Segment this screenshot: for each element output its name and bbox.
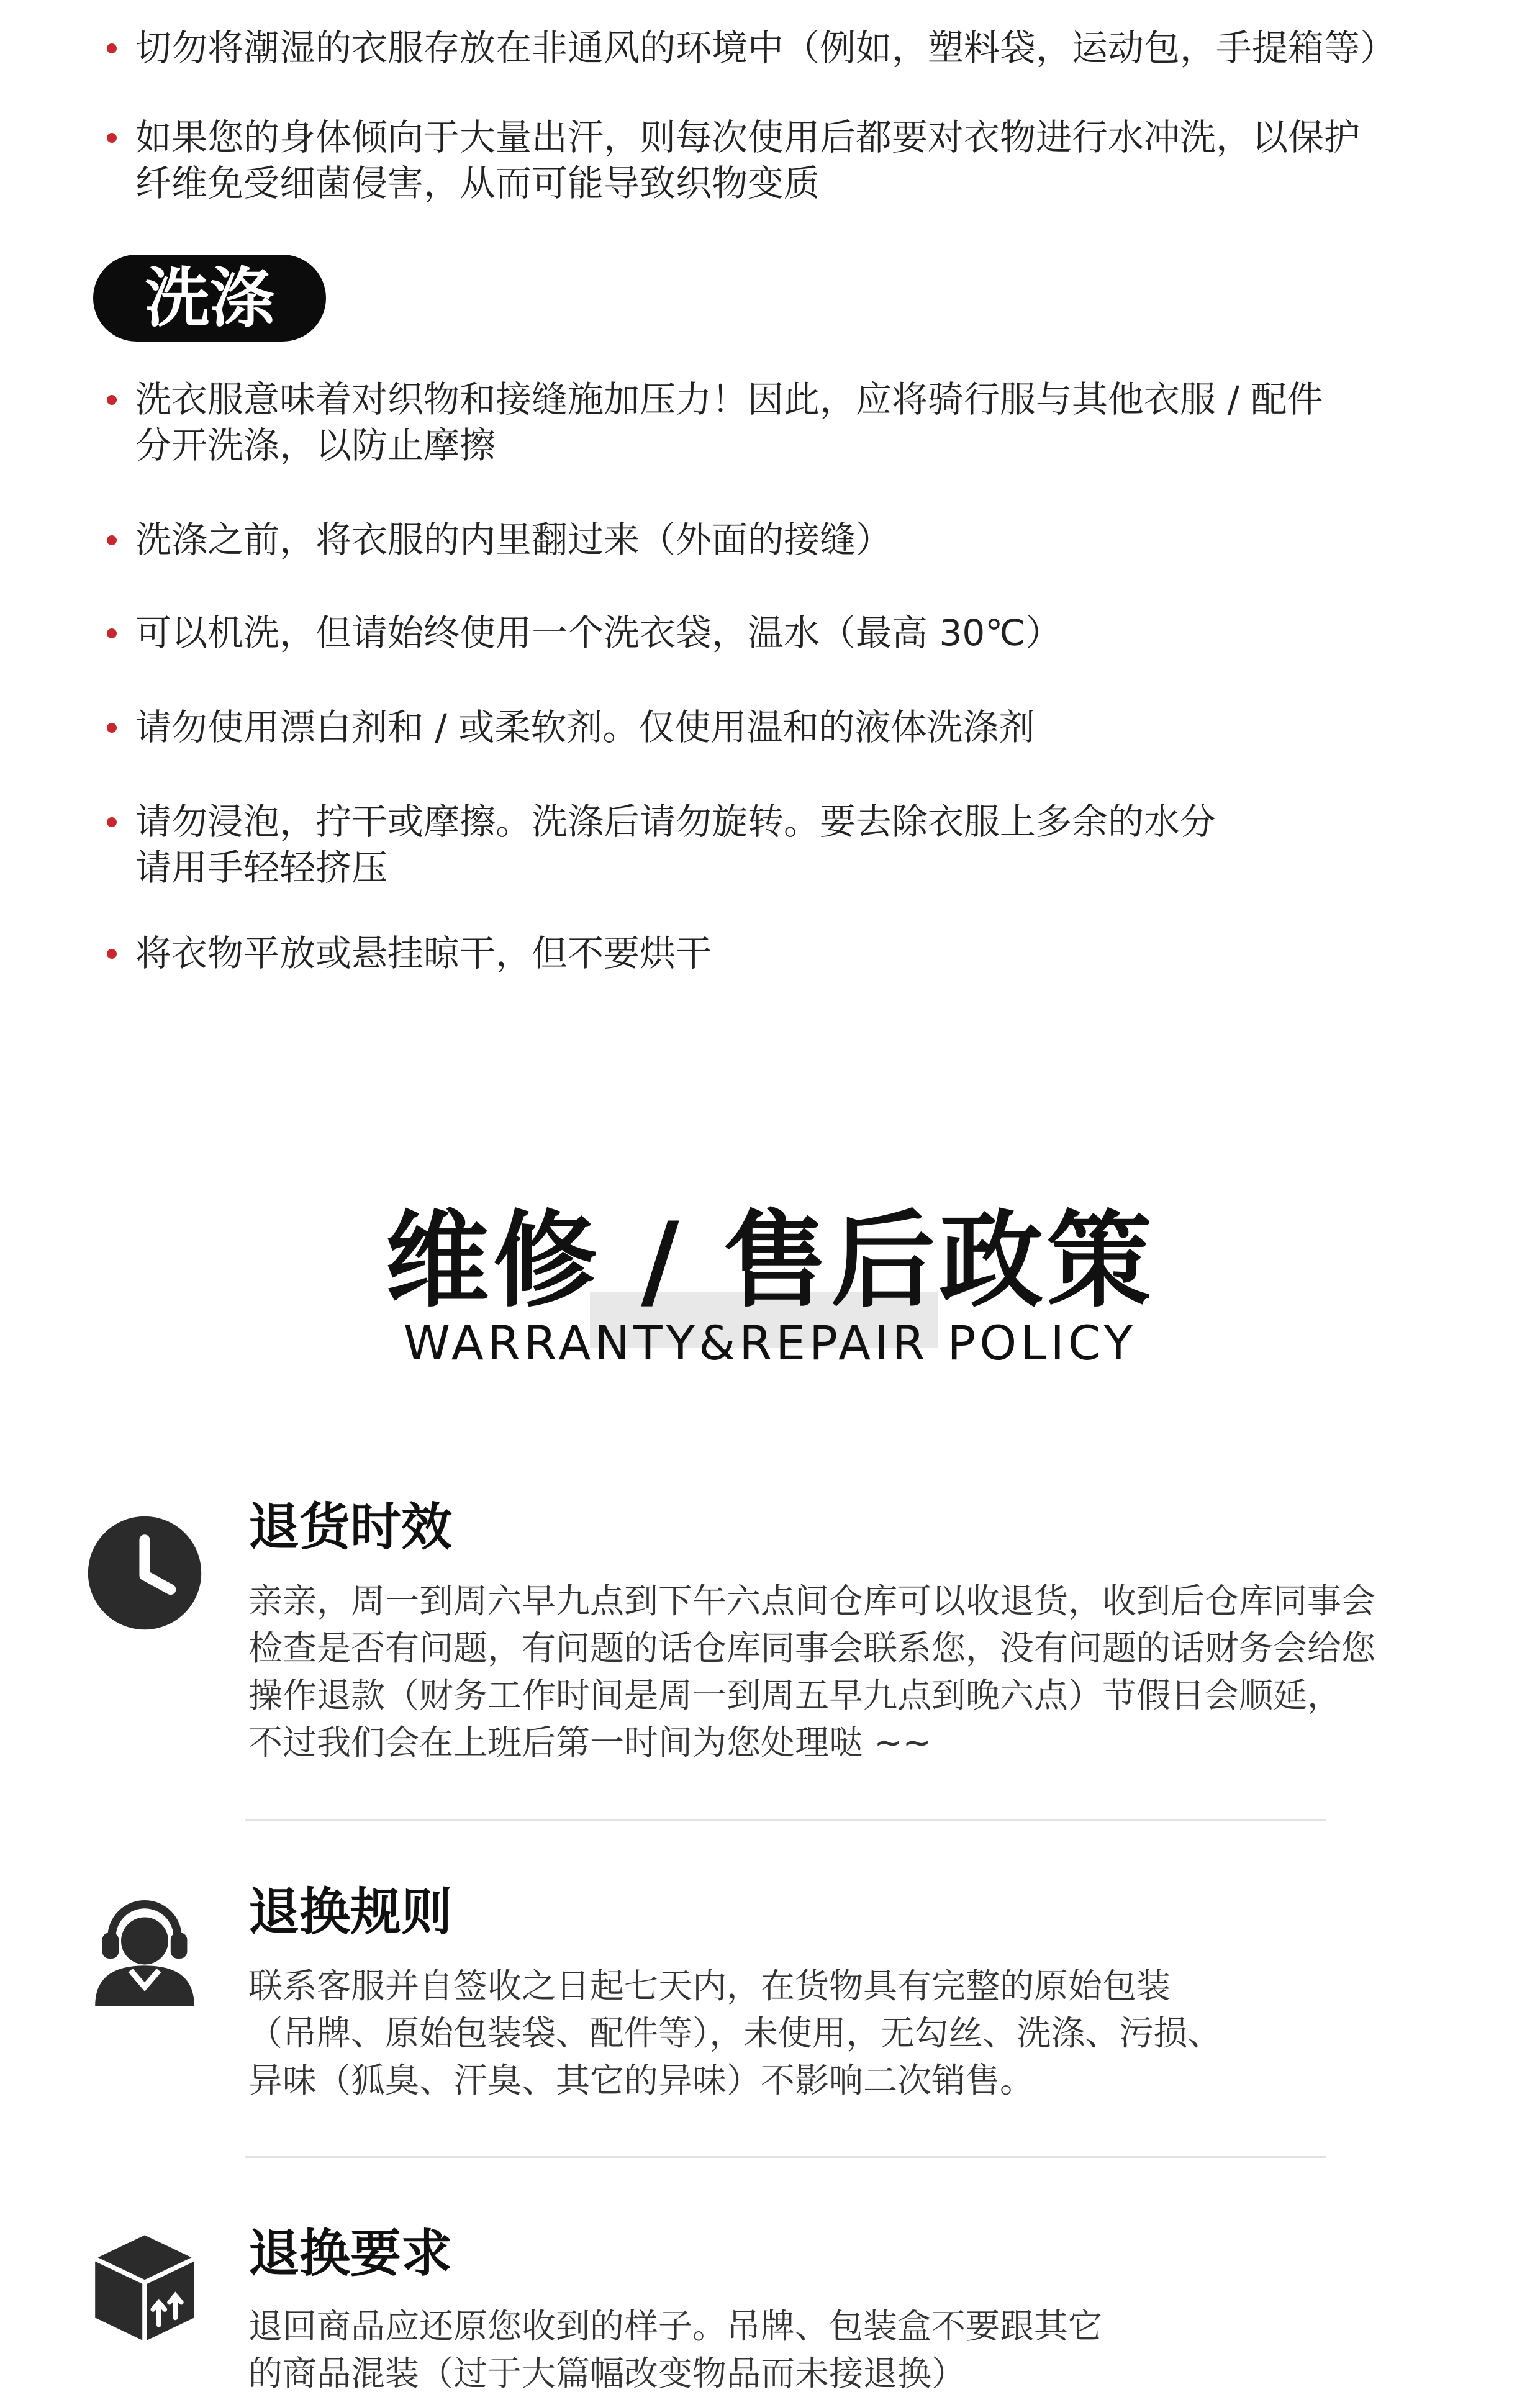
- washing-bullet-text: 请勿浸泡，拧干或摩擦。洗涤后请勿旋转。要去除衣服上多余的水分 请用手轻轻挤压: [135, 800, 1216, 889]
- bullet-dot-icon: [107, 395, 117, 405]
- washing-bullet-text: 可以机洗，但请始终使用一个洗衣袋，温水（最高 30℃）: [135, 612, 1062, 654]
- bullet-dot-icon: [107, 535, 117, 545]
- washing-bullet-text: 请勿使用漂白剂和 / 或柔软剂。仅使用温和的液体洗涤剂: [135, 706, 1035, 748]
- policy-title: 退换规则: [248, 1883, 453, 1942]
- policy-body: 退回商品应还原您收到的样子。吊牌、包装盒不要跟其它 的商品混装（过于大篇幅改变物品而未接退换）: [248, 2306, 1103, 2393]
- policy-body: 亲亲，周一到周六早九点到下午六点间仓库可以收退货，收到后仓库同事会 检查是否有问题，有问题的话仓库同事会联系您，没有问题的话财务会给您 操作退款（财务工作时间是周一到周五早九点到晚六点）节假日会顺延， 不过我们会在上班后第一时间为您处理哒 ~~: [248, 1581, 1376, 1762]
- bullet-dot-icon: [107, 133, 117, 143]
- list-item: [107, 799, 1473, 890]
- bullet-dot-icon: [107, 817, 117, 827]
- washing-bullet-text: 将衣物平放或悬挂晾干，但不要烘干: [135, 932, 712, 974]
- bullet-dot-icon: [107, 628, 117, 638]
- package-box-icon: [86, 2228, 204, 2346]
- care-bullet-text: 切勿将潮湿的衣服存放在非通风的环境中（例如，塑料袋，运动包，手提箱等）: [135, 27, 1397, 69]
- list-item: [107, 114, 1473, 206]
- clock-icon: [86, 1514, 204, 1632]
- washing-bullet-text: 洗涤之前，将衣服的内里翻过来（外面的接缝）: [135, 519, 892, 561]
- policy-title: 退货时效: [248, 1498, 453, 1557]
- washing-bullet-text: 洗衣服意味着对织物和接缝施加压力！因此，应将骑行服与其他衣服 / 配件 分开洗涤，以防止摩擦: [135, 378, 1323, 466]
- policy-body: 联系客服并自签收之日起七天内，在货物具有完整的原始包装 （吊牌、原始包装袋、配件等），未使用，无勾丝、洗涤、污损、 异味（狐臭、汗臭、其它的异味）不影响二次销售。: [248, 1966, 1222, 2100]
- policy-title: 退换要求: [248, 2224, 453, 2283]
- list-item: [107, 610, 1473, 656]
- bullet-dot-icon: [107, 949, 117, 959]
- list-item: [107, 25, 1473, 71]
- divider: [245, 1819, 1326, 1821]
- divider: [245, 2156, 1326, 2158]
- list-item: [107, 704, 1473, 750]
- list-item: [107, 376, 1473, 468]
- bullet-dot-icon: [107, 723, 117, 733]
- list-item: [107, 517, 1473, 563]
- washing-heading: 洗涤: [93, 255, 326, 342]
- care-bullet-text: 如果您的身体倾向于大量出汗，则每次使用后都要对衣物进行水冲洗，以保护 纤维免受细菌侵害，从而可能导致织物变质: [135, 116, 1361, 204]
- section-subtitle: WARRANTY&REPAIR POLICY: [403, 1315, 1137, 1371]
- section-title: 维修 / 售后政策: [384, 1200, 1156, 1321]
- list-item: [107, 930, 1473, 976]
- customer-service-icon: [86, 1888, 204, 2006]
- bullet-dot-icon: [107, 43, 117, 53]
